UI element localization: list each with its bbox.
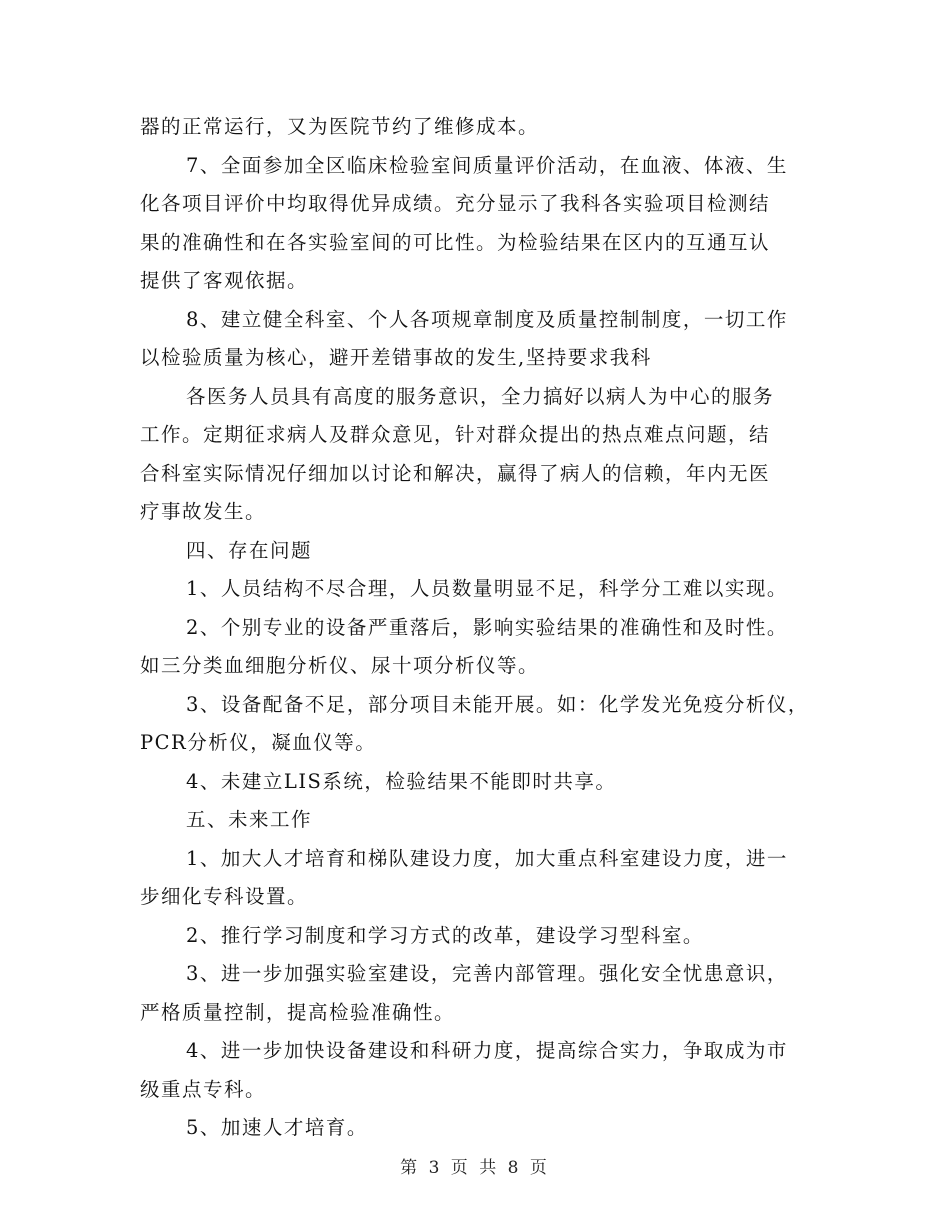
text-line: 4、未建立LIS系统，检验结果不能即时共享。	[186, 769, 617, 793]
text-line: 合科室实际情况仔细加以讨论和解决，赢得了病人的信赖，年内无医	[140, 461, 771, 485]
text-line: 5、加速人才培育。	[186, 1116, 368, 1139]
text-line: 各医务人员具有高度的服务意识，全力搞好以病人为中心的服务	[186, 384, 775, 408]
text-line: 疗事故发生。	[140, 500, 267, 523]
text-line: 器的正常运行，又为医院节约了维修成本。	[140, 115, 540, 138]
text-line: 严格质量控制，提高检验准确性。	[140, 1000, 456, 1024]
text-line: 1、人员结构不尽合理，人员数量明显不足，科学分工难以实现。	[186, 577, 788, 600]
text-line: 7、全面参加全区临床检验室间质量评价活动，在血液、体液、生	[186, 153, 788, 177]
document-body	[140, 108, 810, 1148]
text-line: 3、设备配备不足，部分项目未能开展。如：化学发光免疫分析仪，	[186, 692, 809, 716]
text-line: 1、加大人才培育和梯队建设力度，加大重点科室建设力度，进一	[186, 846, 788, 870]
page-footer: 第 3 页 共 8 页	[400, 1158, 550, 1178]
text-line: 2、推行学习制度和学习方式的改革，建设学习型科室。	[186, 923, 704, 947]
text-line: 工作。定期征求病人及群众意见，针对群众提出的热点难点问题，结	[140, 423, 771, 446]
text-line: 2、个别专业的设备严重落后，影响实验结果的准确性和及时性。	[186, 615, 788, 639]
text-line: 如三分类血细胞分析仪、尿十项分析仪等。	[140, 654, 540, 677]
text-line: 提供了客观依据。	[140, 269, 309, 292]
text-line: 果的准确性和在各实验室间的可比性。为检验结果在区内的互通互认	[140, 230, 771, 254]
text-line: 四、存在问题	[186, 538, 313, 562]
text-line: 以检验质量为核心，避开差错事故的发生,坚持要求我科	[140, 346, 652, 369]
text-line: 8、建立健全科室、个人各项规章制度及质量控制制度，一切工作	[186, 307, 788, 331]
text-line: 步细化专科设置。	[140, 885, 309, 908]
text-line: 4、进一步加快设备建设和科研力度，提高综合实力，争取成为市	[186, 1039, 788, 1062]
text-line: 3、进一步加强实验室建设，完善内部管理。强化安全忧患意识，	[186, 962, 788, 985]
text-line: 五、未来工作	[186, 808, 313, 831]
text-line: 化各项目评价中均取得优异成绩。充分显示了我科各实验项目检测结	[140, 192, 771, 215]
text-line: 级重点专科。	[140, 1077, 267, 1101]
text-line: PCR分析仪，凝血仪等。	[140, 731, 377, 754]
